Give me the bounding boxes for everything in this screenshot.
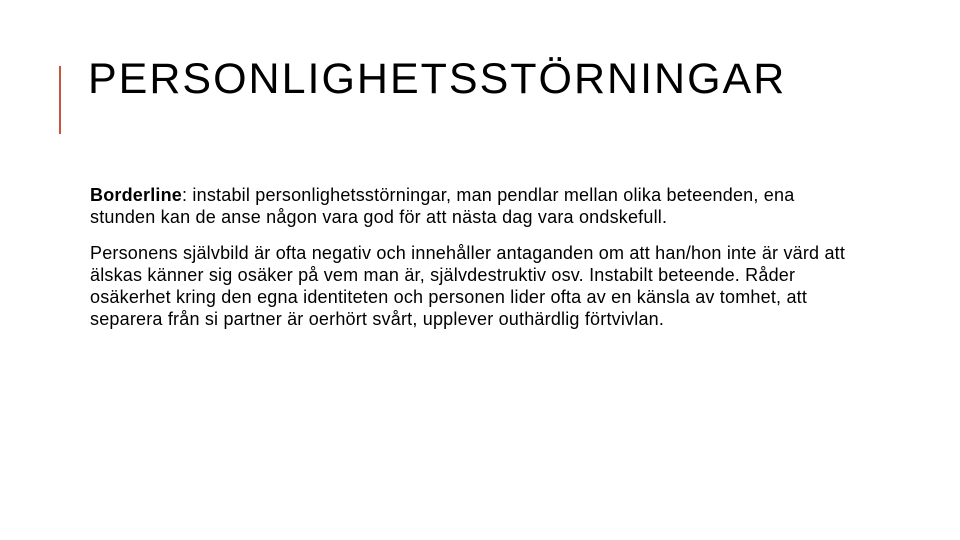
title-accent-bar [59,66,61,134]
paragraph-self-image: Personens självbild är ofta negativ och innehåller antaganden om att han/hon inte är värd att älskas känner sig osäker på vem man är, självdestruktiv osv. Instabilt beteende. Råder osäkerhet kring den egna identiteten och personen lider ofta av en känsla av tomhet, att separera från si partner är oerhört svårt, upplever outhärdlig förtvivlan. [90,243,846,329]
term-borderline: Borderline [90,185,183,205]
paragraph-borderline [90,184,850,228]
paragraph-borderline-text: : instabil personlighetsstörningar, man pendlar mellan olika beteenden, ena stunden kan de anse någon vara god för att nästa dag vara ondskefull. [90,185,795,227]
slide-title: PERSONLIGHETSSTÖRNINGAR [88,55,787,103]
slide-body [90,184,850,344]
